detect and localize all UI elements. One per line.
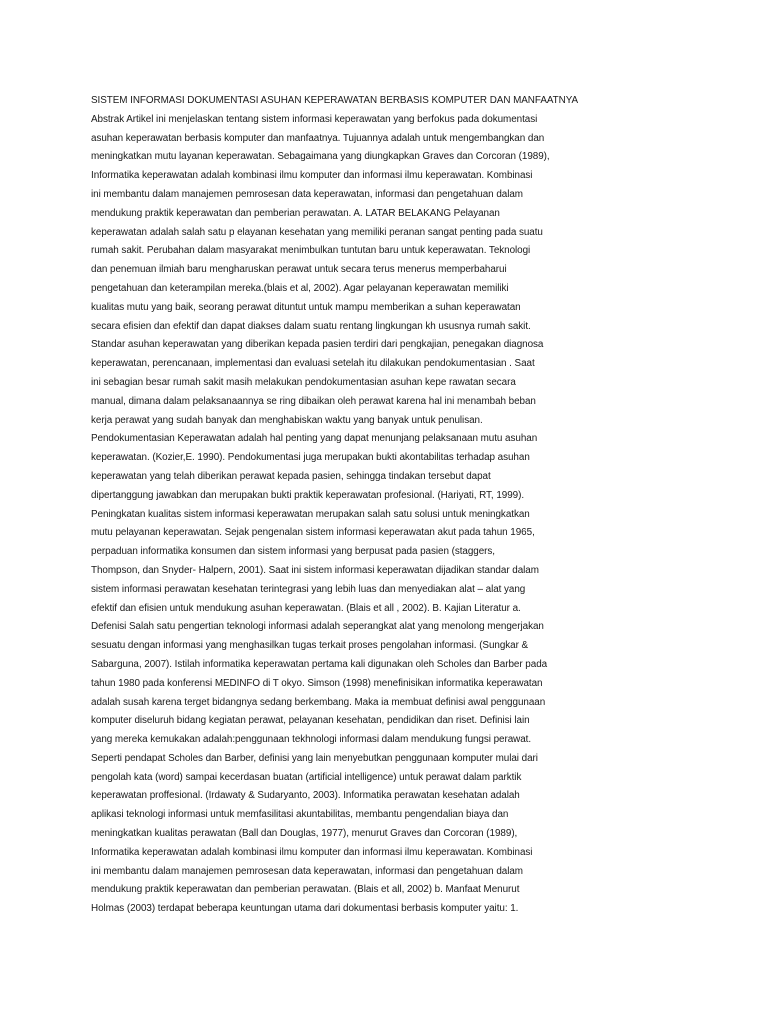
body-text-line: sistem informasi perawatan kesehatan terintegrasi yang lebih luas dan menyediakan alat – alat yang <box>91 583 526 595</box>
body-text-line: pengetahuan dan keterampilan mereka.(blais et al, 2002). Agar pelayanan keperawatan memiliki <box>91 282 509 294</box>
body-text-line: dipertanggung jawabkan dan merupakan bukti praktik keperawatan profesional. (Hariyati, RT, 1999). <box>91 489 525 501</box>
body-text-line: dan penemuan ilmiah baru mengharuskan perawat untuk secara terus menerus memperbaharui <box>91 264 507 276</box>
body-text-line: Thompson, dan Snyder- Halpern, 2001). Saat ini sistem informasi keperawatan dijadikan standar dalam <box>91 564 539 576</box>
body-text-line: manual, dimana dalam pelaksanaannya se ring dibaikan oleh perawat karena hal ini menambah beban <box>91 395 536 407</box>
body-text-line: Standar asuhan keperawatan yang diberikan kepada pasien terdiri dari pengkajian, penegakan diagnosa <box>91 339 544 351</box>
body-text-line: Pendokumentasian Keperawatan adalah hal penting yang dapat menunjang pelaksanaan mutu asuhan <box>91 433 538 445</box>
body-text-line: keperawatan, perencanaan, implementasi dan evaluasi setelah itu dilakukan pendokumentasian . Saat <box>91 358 535 370</box>
body-text-line: mendukung praktik keperawatan dan pemberian perawatan. A. LATAR BELAKANG Pelayanan <box>91 207 500 219</box>
body-text-line: Informatika keperawatan adalah kombinasi ilmu komputer dan informasi ilmu keperawatan. Kombinasi <box>91 846 533 858</box>
body-text-line: efektif dan efisien untuk mendukung asuhan keperawatan. (Blais et all , 2002). B. Kajian Literatur a. <box>91 602 521 614</box>
body-text-line: sesuatu dengan informasi yang menghasilkan tugas terkait proses pengolahan informasi. (Sungkar & <box>91 640 529 652</box>
document-page <box>91 92 691 919</box>
body-text-line: adalah susah karena terget bidangnya sedang berkembang. Maka ia membuat definisi awal penggunaan <box>91 696 546 708</box>
body-text-line: perpaduan informatika konsumen dan sistem informasi yang berpusat pada pasien (staggers, <box>91 546 496 558</box>
body-text-line: Informatika keperawatan adalah kombinasi ilmu komputer dan informasi ilmu keperawatan. Kombinasi <box>91 170 533 182</box>
body-text-line: Holmas (2003) terdapat beberapa keuntungan utama dari dokumentasi berbasis komputer yaitu: 1. <box>91 903 519 915</box>
body-text-line: mutu pelayanan keperawatan. Sejak pengenalan sistem informasi keperawatan akut pada tahun 1965, <box>91 527 535 539</box>
body-text-line: pengolah kata (word) sampai kecerdasan buatan (artificial intelligence) untuk perawat dalam parktik <box>91 771 522 783</box>
body-text-line: ini membantu dalam manajemen pemrosesan data keperawatan, informasi dan pengetahuan dalam <box>91 865 523 877</box>
document-title: SISTEM INFORMASI DOKUMENTASI ASUHAN KEPERAWATAN BERBASIS KOMPUTER DAN MANFAATNYA <box>91 95 579 106</box>
body-text-line: yang mereka kemukakan adalah:penggunaan tekhnologi informasi dalam mendukung fungsi perawat. <box>91 734 532 746</box>
body-text-line: Seperti pendapat Scholes dan Barber, definisi yang lain menyebutkan penggunaan komputer mulai dari <box>91 752 538 764</box>
body-text-line: meningkatkan mutu layanan keperawatan. Sebagaimana yang diungkapkan Graves dan Corcoran (1989), <box>91 151 550 163</box>
body-text-line: kualitas mutu yang baik, seorang perawat dituntut untuk mampu memberikan a suhan keperawatan <box>91 301 521 313</box>
body-text-line: ini sebagian besar rumah sakit masih melakukan pendokumentasian asuhan kepe rawatan secara <box>91 376 516 388</box>
body-text-line: keperawatan proffesional. (Irdawaty & Sudaryanto, 2003). Informatika perawatan kesehatan adalah <box>91 790 520 802</box>
body-text-line: asuhan keperawatan berbasis komputer dan manfaatnya. Tujuannya adalah untuk mengembangkan dan <box>91 132 545 144</box>
body-text-line: keperawatan yang telah diberikan perawat kepada pasien, sehingga tindakan tersebut dapat <box>91 470 491 482</box>
body-text-line: mendukung praktik keperawatan dan pemberian perawatan. (Blais et all, 2002) b. Manfaat Menurut <box>91 884 520 896</box>
body-text-line: Peningkatan kualitas sistem informasi keperawatan merupakan salah satu solusi untuk meningkatkan <box>91 508 530 520</box>
body-text-line: ini membantu dalam manajemen pemrosesan data keperawatan, informasi dan pengetahuan dalam <box>91 188 523 200</box>
body-text-line: Defenisi Salah satu pengertian teknologi informasi adalah seperangkat alat yang menolong mengerjakan <box>91 621 544 633</box>
body-text-line: komputer diseluruh bidang kegiatan perawat, pelayanan kesehatan, pendidikan dan riset. Definisi lain <box>91 715 530 727</box>
body-text-line: kerja perawat yang sudah banyak dan menghabiskan waktu yang banyak untuk penulisan. <box>91 414 483 426</box>
body-text-line: keperawatan adalah salah satu p elayanan kesehatan yang memiliki peranan sangat penting pada suatu <box>91 226 543 238</box>
body-text-line: secara efisien dan efektif dan dapat diakses dalam suatu rentang lingkungan kh ususnya rumah sakit. <box>91 320 531 332</box>
body-text-line: Sabarguna, 2007). Istilah informatika keperawatan pertama kali digunakan oleh Scholes dan Barber pada <box>91 658 548 670</box>
body-text-line: rumah sakit. Perubahan dalam masyarakat menimbulkan tuntutan baru untuk keperawatan. Teknologi <box>91 245 531 257</box>
body-text-line: meningkatkan kualitas perawatan (Ball dan Douglas, 1977), menurut Graves dan Corcoran (1989), <box>91 828 518 840</box>
body-text-line: keperawatan. (Kozier,E. 1990). Pendokumentasi juga merupakan bukti akontabilitas terhadap asuhan <box>91 452 530 464</box>
body-text-line: Abstrak Artikel ini menjelaskan tentang sistem informasi keperawatan yang berfokus pada dokumentasi <box>91 113 538 125</box>
body-text-line: aplikasi teknologi informasi untuk memfasilitasi akuntabilitas, membantu pengendalian biaya dan <box>91 809 509 821</box>
body-text-line: tahun 1980 pada konferensi MEDINFO di T okyo. Simson (1998) menefinisikan informatika keperawatan <box>91 677 543 689</box>
